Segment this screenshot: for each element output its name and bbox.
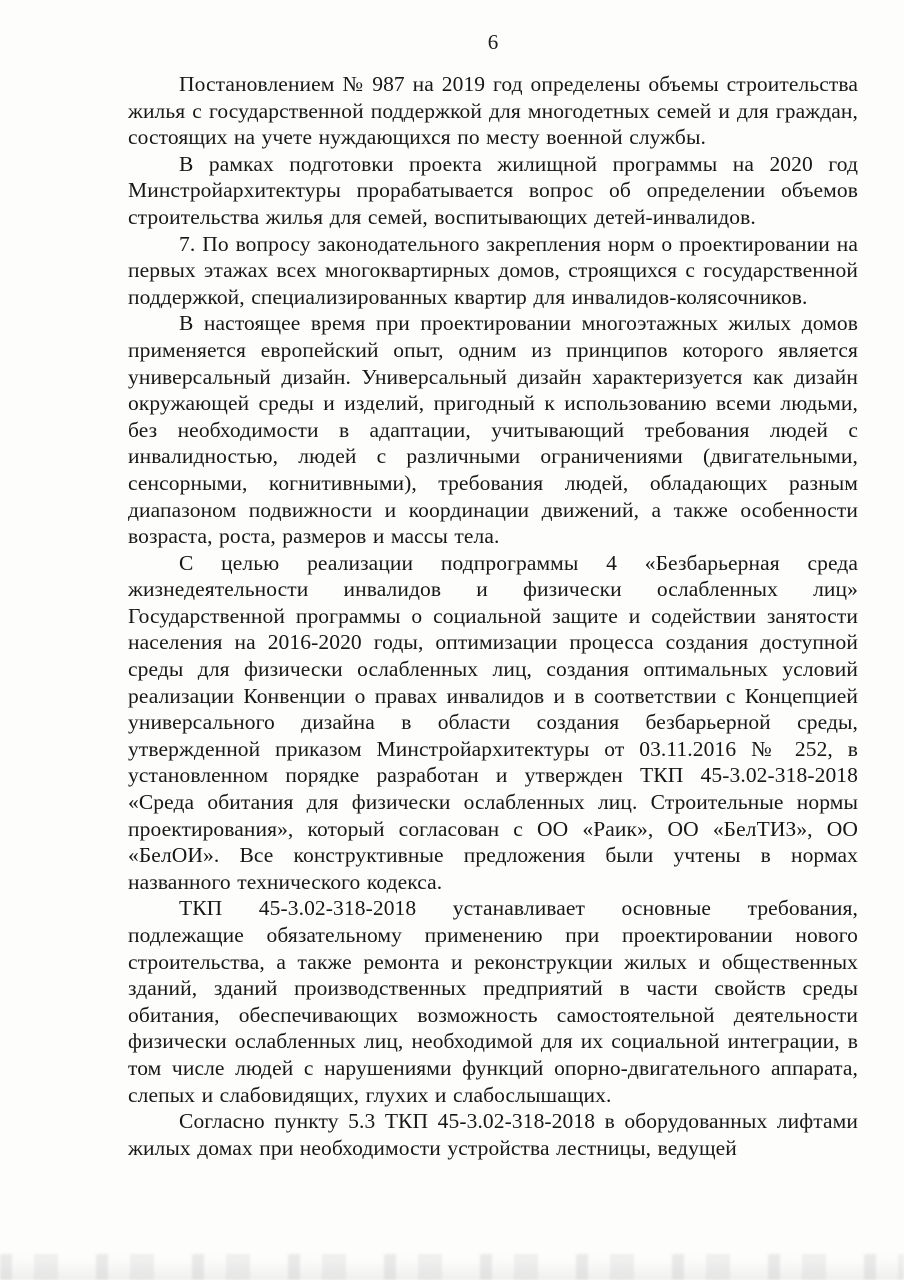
document-body bbox=[128, 71, 858, 1161]
paragraph: В настоящее время при проектировании многоэтажных жилых домов применяется европейский опыт, одним из принципов которого является универсальный дизайн. Универсальный дизайн характеризуется как дизайн окружающей среды и изделий, пригодный к использованию всеми людьми, без необходимости в адаптации, учитывающий требования людей с инвалидностью, людей с различными ограничениями (двигательными, сенсорными, когнитивными), требования людей, обладающих разным диапазоном подвижности и координации движений, а также особенности возраста, роста, размеров и массы тела. bbox=[128, 311, 858, 549]
paragraph: 7. По вопросу законодательного закрепления норм о проектировании на первых этажах всех многоквартирных домов, строящихся с государственной поддержкой, специализированных квартир для инвалидов-колясочников. bbox=[128, 231, 858, 309]
scan-noise-band bbox=[0, 1254, 904, 1280]
paragraph: ТКП 45-3.02-318-2018 устанавливает основные требования, подлежащие обязательному применению при проектировании нового строительства, а также ремонта и реконструкции жилых и общественных зданий, зданий производственных предприятий в части свойств среды обитания, обеспечивающих возможность самостоятельной деятельности физически ослабленных лиц, необходимой для их социальной интеграции, в том числе людей с нарушениями функций опорно-двигательного аппарата, слепых и слабовидящих, глухих и слабослышащих. bbox=[128, 896, 858, 1107]
paragraph: Согласно пункту 5.3 ТКП 45-3.02-318-2018 в оборудованных лифтами жилых домах при необходимости устройства лестницы, ведущей bbox=[128, 1109, 858, 1160]
paragraph: С целью реализации подпрограммы 4 «Безбарьерная среда жизнедеятельности инвалидов и физически ослабленных лиц» Государственной программы о социальной защите и содействии занятости населения на 2016-2020 годы, оптимизации процесса создания доступной среды для физически ослабленных лиц, создания оптимальных условий реализации Конвенции о правах инвалидов и в соответствии с Концепцией универсального дизайна в области создания безбарьерной среды, утвержденной приказом Минстройархитектуры от 03.11.2016 № 252, в установленном порядке разработан и утвержден ТКП 45-3.02-318-2018 «Среда обитания для физически ослабленных лиц. Строительные нормы проектирования», который согласован с ОО «Раик», ОО «БелТИЗ», ОО «БелОИ». Все конструктивные предложения были учтены в нормах названного технического кодекса. bbox=[128, 550, 858, 894]
paragraph: В рамках подготовки проекта жилищной программы на 2020 год Минстройархитектуры прорабатывается вопрос об определении объемов строительства жилья для семей, воспитывающих детей-инвалидов. bbox=[128, 151, 858, 229]
paragraph: Постановлением № 987 на 2019 год определены объемы строительства жилья с государственной поддержкой для многодетных семей и для граждан, состоящих на учете нуждающихся по месту военной службы. bbox=[128, 72, 858, 150]
page-number: 6 bbox=[487, 30, 499, 54]
